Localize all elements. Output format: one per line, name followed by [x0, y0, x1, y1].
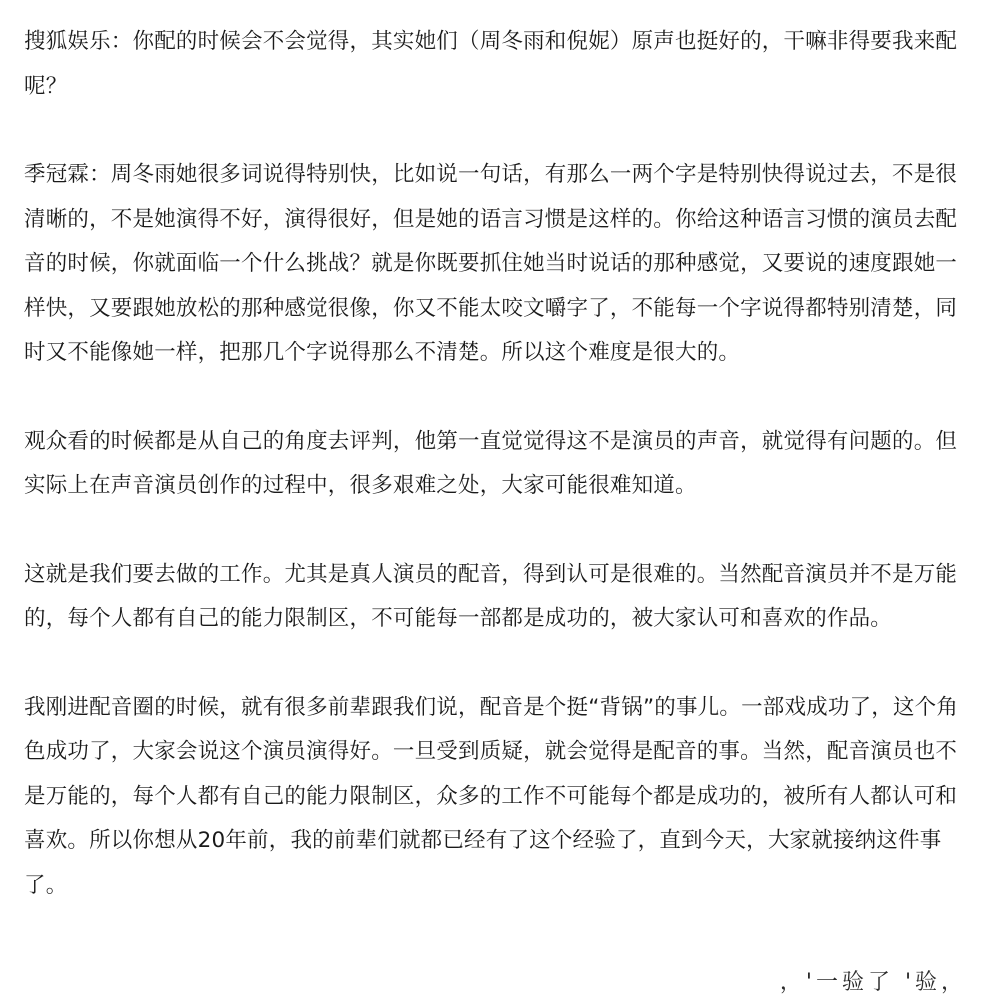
article-body — [24, 20, 969, 952]
paragraph-audience: 观众看的时候都是从自己的角度去评判，他第一直觉觉得这不是演员的声音，就觉得有问题的。但实际上在声音演员创作的过程中，很多艰难之处，大家可能很难知道。 — [24, 428, 958, 498]
watermark: ，'一验了 '验， — [779, 970, 967, 995]
paragraph-work: 这就是我们要去做的工作。尤其是真人演员的配音，得到认可是很难的。当然配音演员并不是万能的，每个人都有自己的能力限制区，不可能每一部都是成功的，被大家认可和喜欢的作品。 — [24, 561, 958, 631]
paragraph-answer: 季冠霖：周冬雨她很多词说得特别快，比如说一句话，有那么一两个字是特别快得说过去，不是很清晰的，不是她演得不好，演得很好，但是她的语言习惯是这样的。你给这种语言习惯的演员去配音的时候，你就面临一个什么挑战？就是你既要抓住她当时说话的那种感觉，又要说的速度跟她一样快，又要跟她放松的那种感觉很像，你又不能太咬文嚼字了，不能每一个字说得都特别清楚，同时又不能像她一样，把那几个字说得那么不清楚。所以这个难度是很大的。 — [24, 162, 958, 365]
paragraph-experience: 我刚进配音圈的时候，就有很多前辈跟我们说，配音是个挺“背锅”的事儿。一部戏成功了，这个角色成功了，大家会说这个演员演得好。一旦受到质疑，就会觉得是配音的事。当然，配音演员也不是万能的，每个人都有自己的能力限制区，众多的工作不可能每个都是成功的，被所有人都认可和喜欢。所以你想从20年前，我的前辈们就都已经有了这个经验了，直到今天，大家就接纳这件事了。 — [24, 694, 959, 898]
paragraph-interview-question: 搜狐娱乐：你配的时候会不会觉得，其实她们（周冬雨和倪妮）原声也挺好的，干嘛非得要我来配呢？ — [24, 29, 958, 99]
